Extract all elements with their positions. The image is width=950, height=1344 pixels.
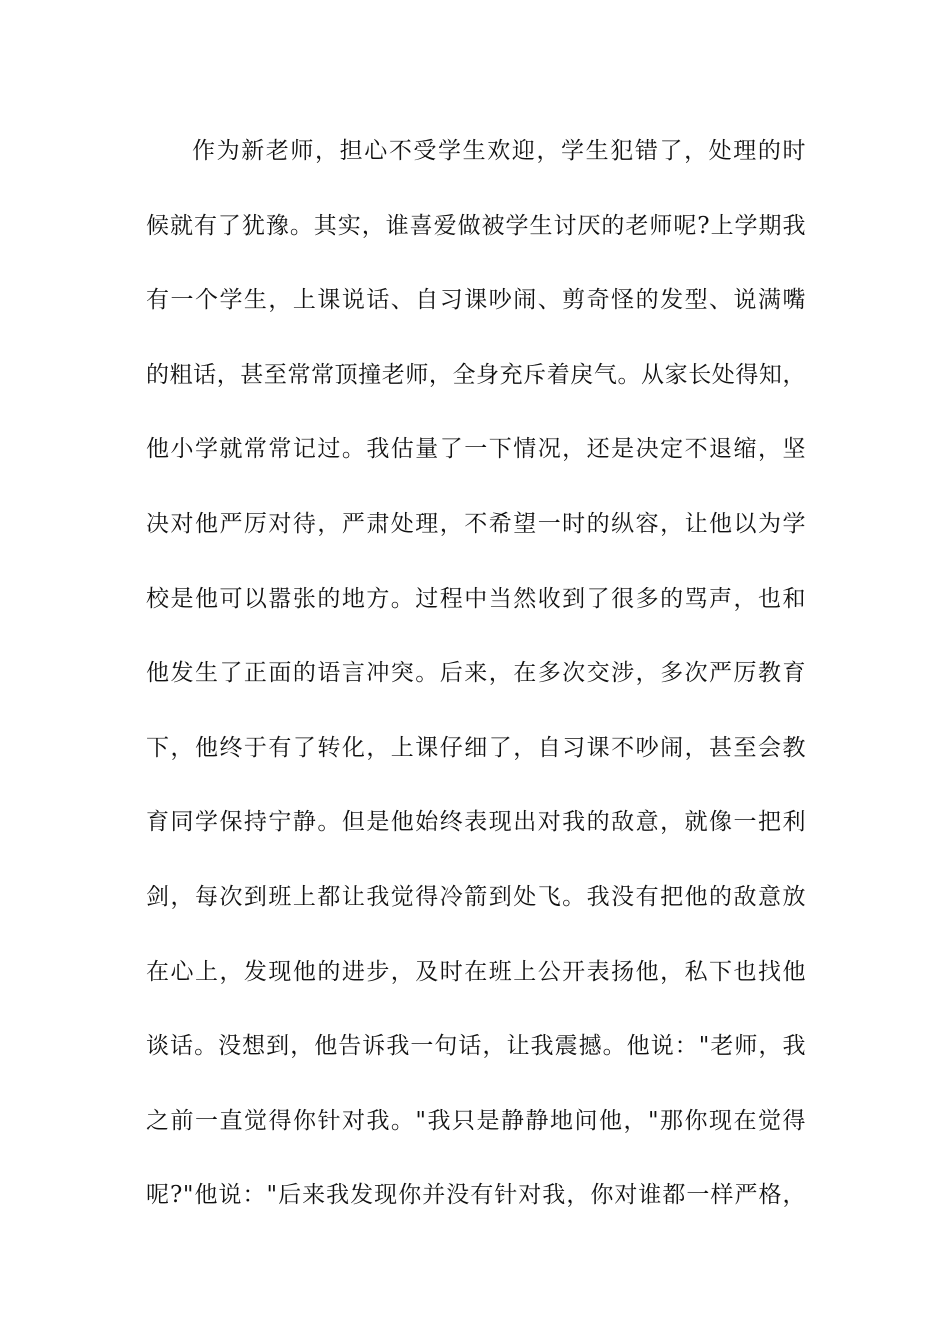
text-line: 他发生了正面的语言冲突。后来，在多次交涉，多次严厉教育 [146, 660, 806, 687]
text-line: 有一个学生，上课说话、自习课吵闹、剪奇怪的发型、说满嘴 [146, 287, 806, 314]
text-line: 在心上，发现他的进步，及时在班上公开表扬他，私下也找他 [146, 958, 806, 985]
text-line: 育同学保持宁静。但是他始终表现出对我的敌意，就像一把利 [146, 809, 806, 836]
body-paragraph [146, 128, 806, 1247]
text-line: 作为新老师，担心不受学生欢迎，学生犯错了，处理的时 [192, 138, 806, 164]
text-line: 呢?"他说："后来我发现你并没有针对我，你对谁都一样严格， [146, 1182, 806, 1209]
text-line: 他小学就常常记过。我估量了一下情况，还是决定不退缩，坚 [146, 436, 806, 463]
text-line: 谈话。没想到，他告诉我一句话，让我震撼。他说："老师，我 [146, 1033, 806, 1060]
text-line: 的粗话，甚至常常顶撞老师，全身充斥着戾气。从家长处得知， [146, 361, 806, 388]
text-line: 校是他可以嚣张的地方。过程中当然收到了很多的骂声，也和 [146, 585, 806, 612]
text-line: 剑，每次到班上都让我觉得冷箭到处飞。我没有把他的敌意放 [146, 883, 806, 910]
text-line: 之前一直觉得你针对我。"我只是静静地问他，"那你现在觉得 [146, 1107, 806, 1134]
text-line: 下，他终于有了转化，上课仔细了，自习课不吵闹，甚至会教 [146, 734, 806, 761]
text-line: 候就有了犹豫。其实，谁喜爱做被学生讨厌的老师呢?上学期我 [146, 212, 806, 239]
text-line: 决对他严厉对待，严肃处理，不希望一时的纵容，让他以为学 [146, 510, 806, 537]
